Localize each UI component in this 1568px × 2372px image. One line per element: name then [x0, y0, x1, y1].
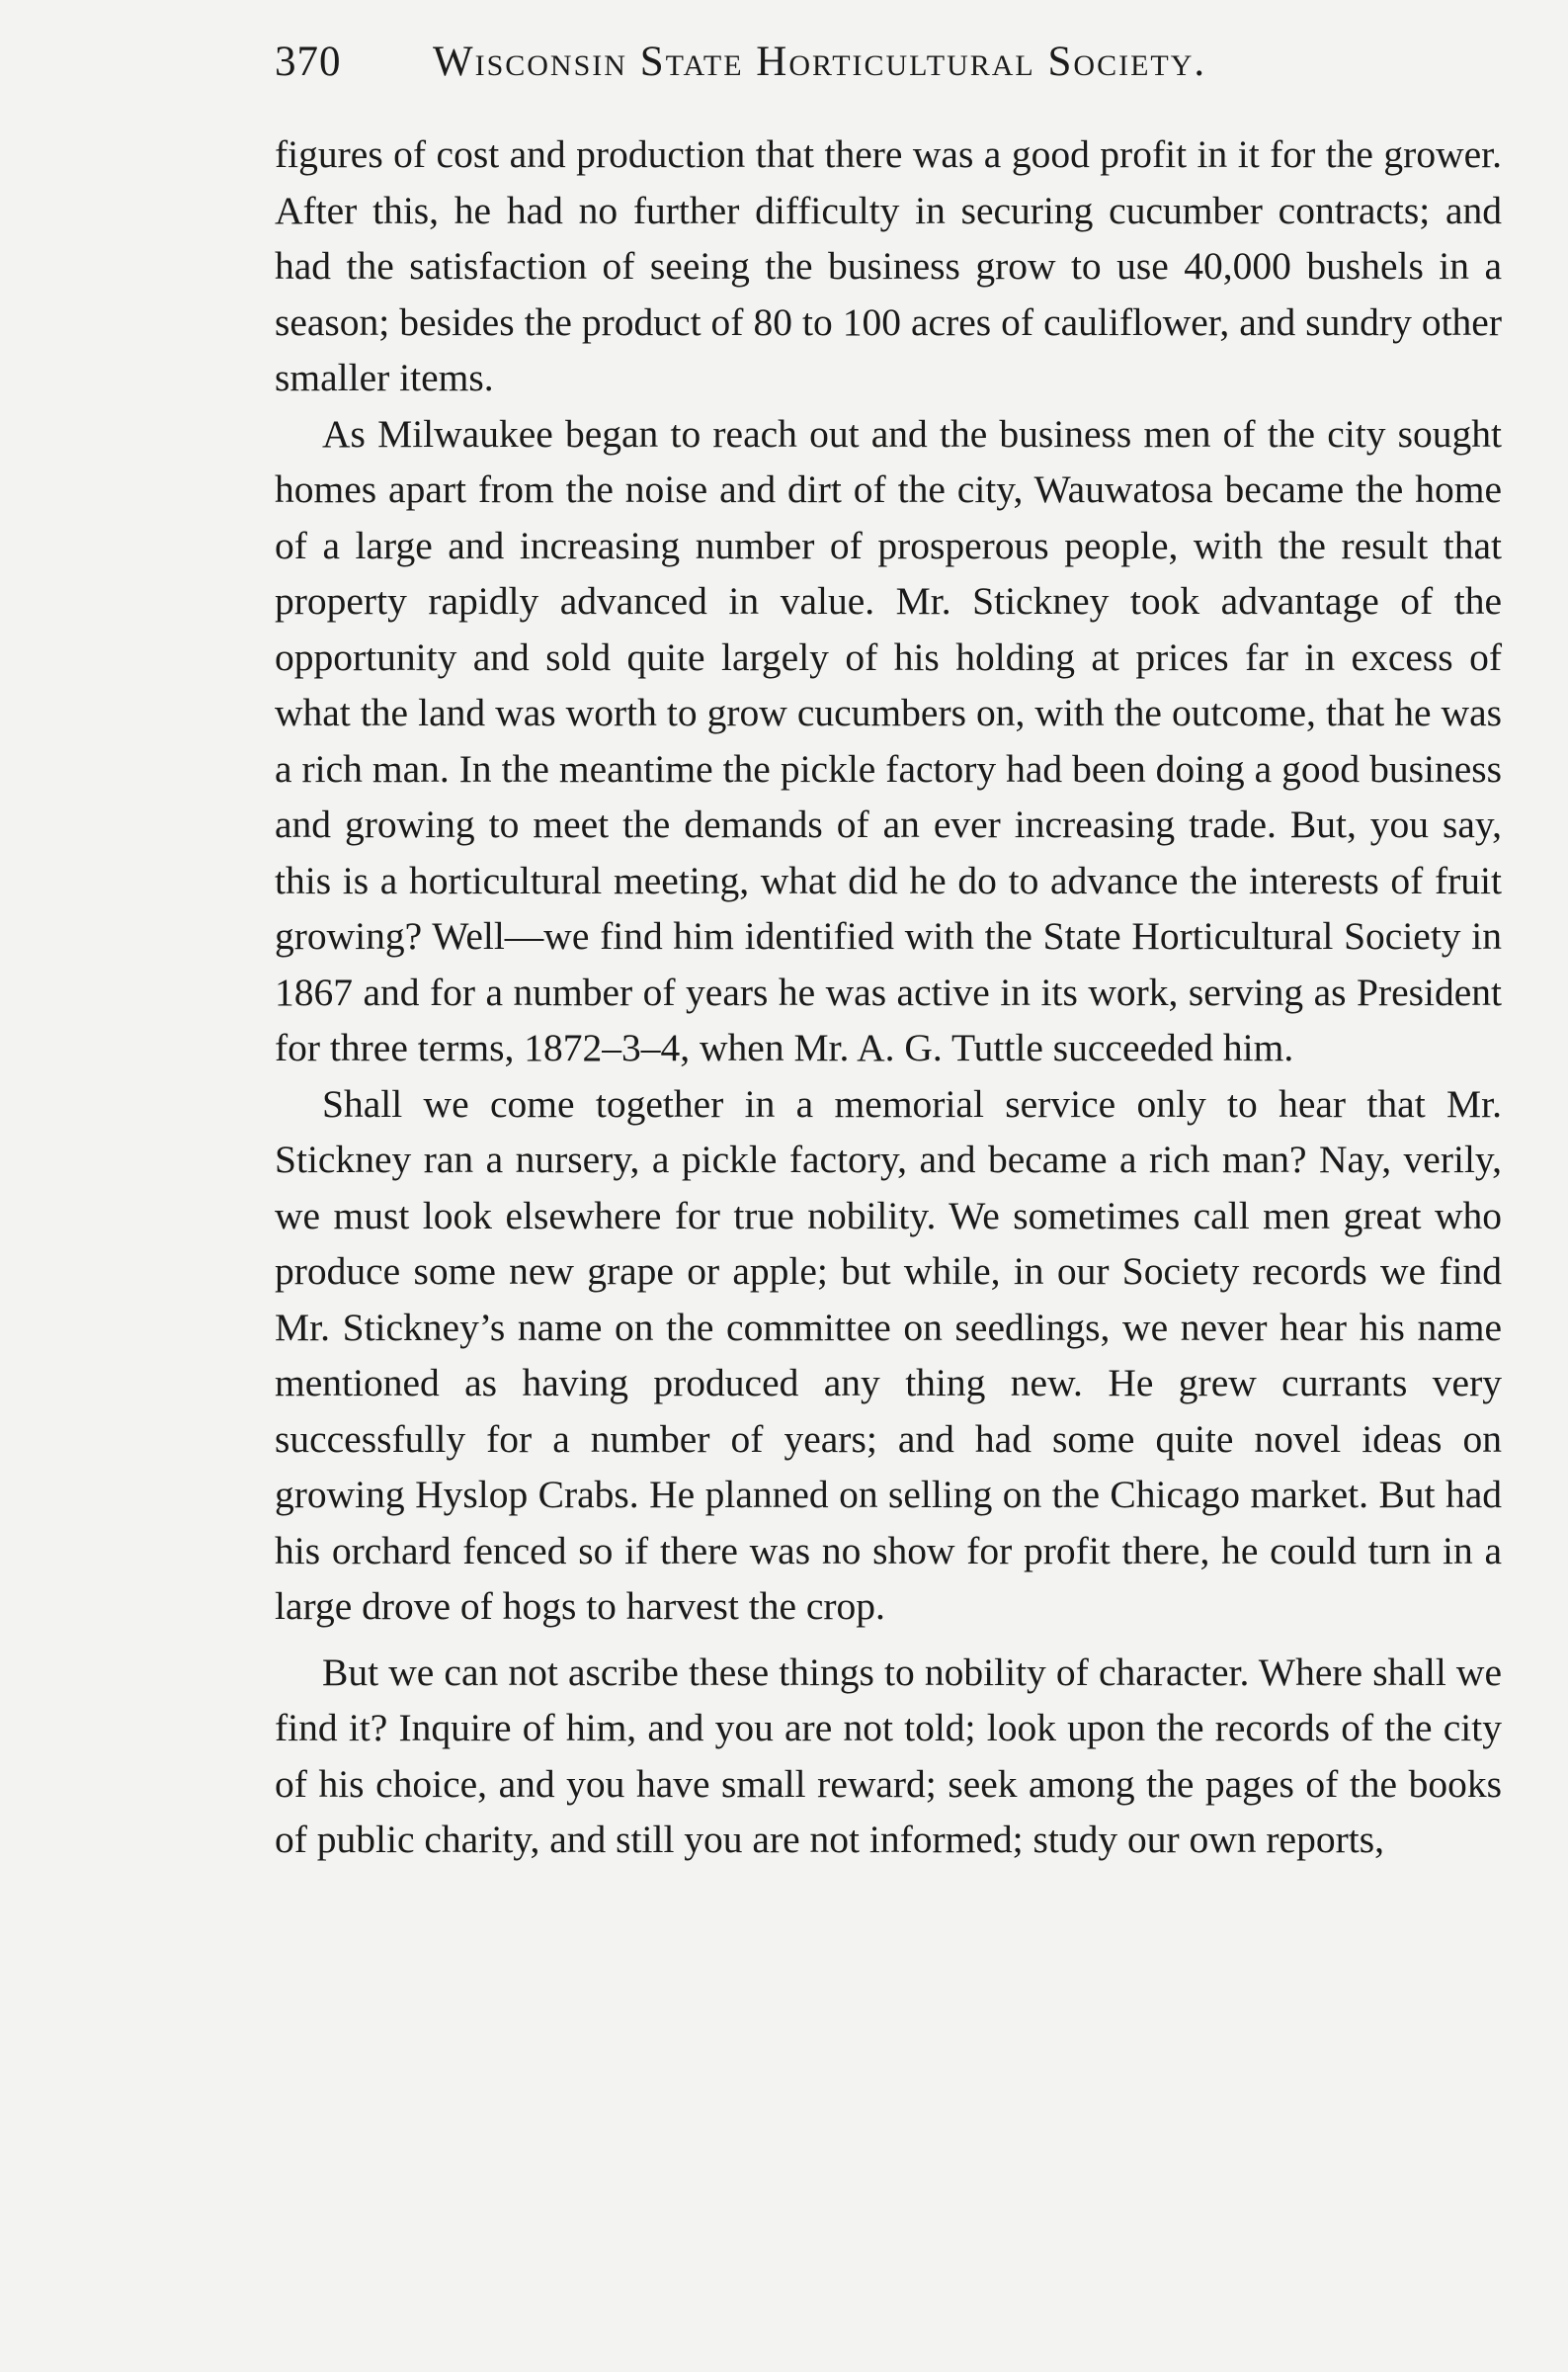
- page-number: 370: [275, 39, 342, 85]
- body-text: [275, 127, 1502, 1868]
- paragraph: Shall we come together in a memorial service only to hear that Mr. Stickney ran a nursery, a pickle factory, and became a rich man? Nay, verily, we must look elsewhere for true nobility. We sometimes call men great who produce some new grape or apple; but while, in our Society records we find Mr. Stickney’s name on the committee on seedlings, we never hear his name mentioned as having produced any thing new. He grew currants very successfully for a number of years; and had some quite novel ideas on growing Hyslop Crabs. He planned on selling on the Chicago market. But had his orchard fenced so if there was no show for profit there, he could turn in a large drove of hogs to harvest the crop.: [275, 1081, 1502, 1628]
- running-head: [275, 38, 1500, 86]
- paragraph-continued: figures of cost and production that there was a good profit in it for the grower. After this, he had no further difficulty in securing cucumber contracts; and had the satisfaction of seeing the business grow to use 40,000 bushels in a season; besides the product of 80 to 100 acres of cauliflower, and sundry other smaller items.: [275, 132, 1502, 399]
- running-title: Wisconsin State Horticultural Society.: [433, 39, 1207, 85]
- paragraph: As Milwaukee began to reach out and the business men of the city sought homes apart from the noise and dirt of the city, Wauwatosa became the home of a large and increasing number of prosperous people, with the result that property rapidly advanced in value. Mr. Stickney took advantage of the opportunity and sold quite largely of his holding at prices far in excess of what the land was worth to grow cucumbers on, with the outcome, that he was a rich man. In the meantime the pickle factory had been doing a good business and growing to meet the demands of an ever increasing trade. But, you say, this is a horticultural meeting, what did he do to advance the interests of fruit growing? Well—we find him identified with the State Horticultural Society in 1867 and for a number of years he was active in its work, serving as President for three terms, 1872–3–4, when Mr. A. G. Tuttle succeeded him.: [275, 411, 1502, 1069]
- paragraph: But we can not ascribe these things to nobility of character. Where shall we find it? Inquire of him, and you are not told; look upon the records of the city of his choice, and you have small reward; seek among the pages of the books of public charity, and still you are not informed; study our own reports,: [275, 1650, 1502, 1861]
